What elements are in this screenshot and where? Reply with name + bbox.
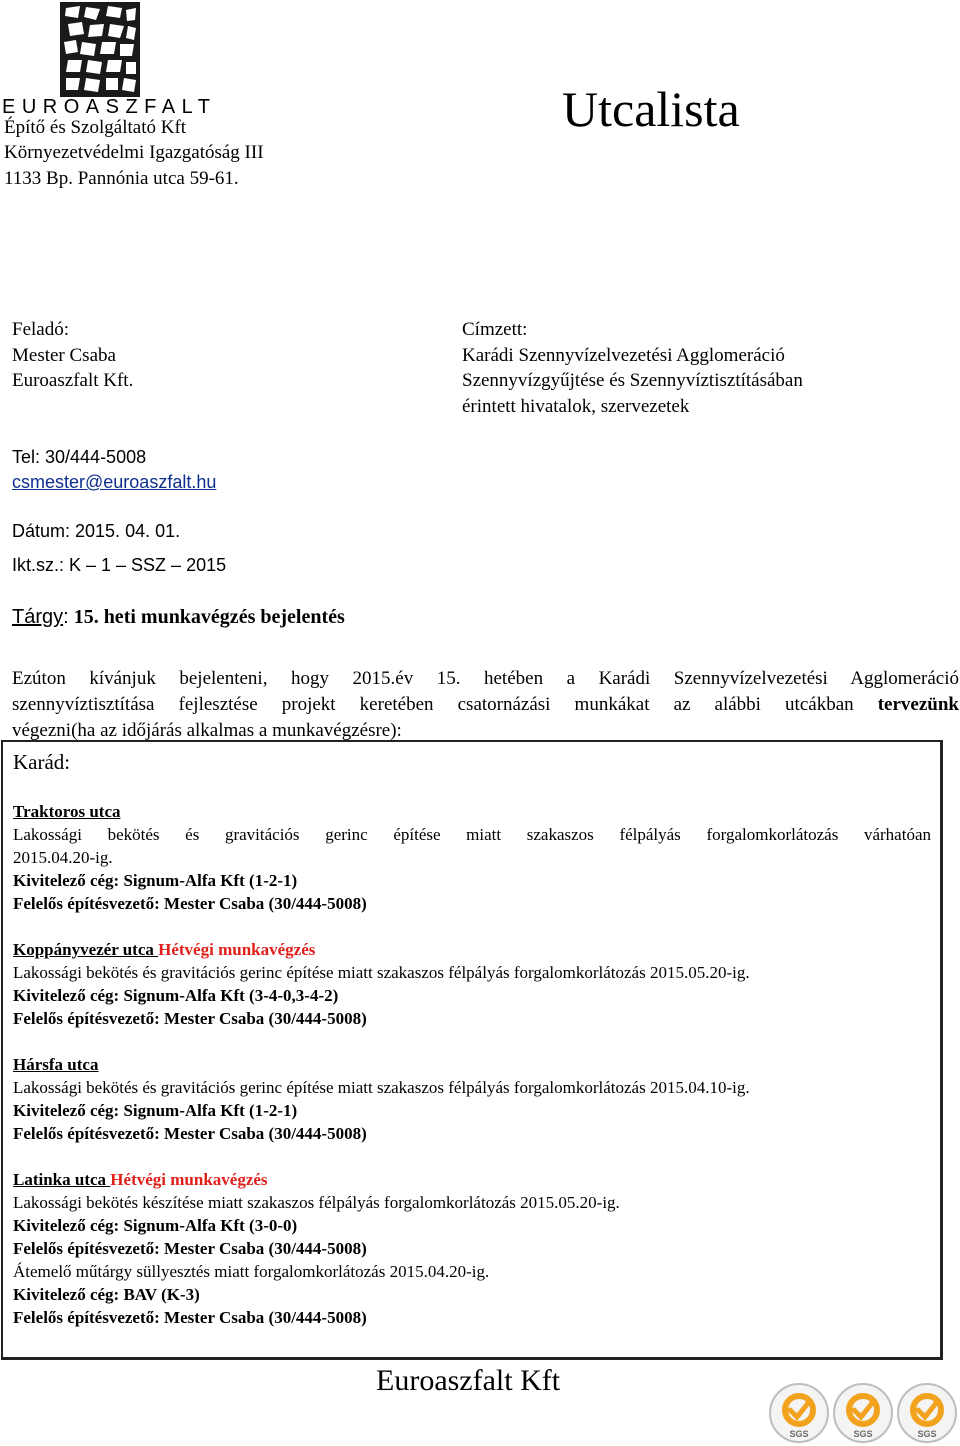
subject-line [12, 606, 345, 629]
street-block-traktoros [13, 800, 931, 915]
cert-badge-2 [834, 1384, 892, 1442]
street-manager: Felelős építésvezető: Mester Csaba (30/444-5008) [13, 1124, 367, 1143]
street-block-koppanyvezer [13, 938, 931, 1030]
footer-company: Euroaszfalt Kft [376, 1364, 561, 1397]
street-contractor: Kivitelező cég: Signum-Alfa Kft (1-2-1) [13, 871, 298, 890]
subject-text: 15. heti munkavégzés bejelentés [68, 606, 345, 628]
recipient-label: Címzett: [462, 319, 528, 340]
street-description: Lakossági bekötés és gravitációs gerinc építése miatt szakaszos félpályás forgalomkorlátozás 2015.04.10-ig. [13, 1078, 750, 1097]
sender-label: Feladó: [12, 319, 69, 340]
intro-line-3: végezni(ha az időjárás alkalmas a munkavégzésre): [12, 720, 402, 741]
street-manager: Felelős építésvezető: Mester Csaba (30/444-5008) [13, 1239, 367, 1258]
street-name: Hársfa utca [13, 1055, 99, 1074]
certification-badges [768, 1382, 958, 1444]
street-extra-manager: Felelős építésvezető: Mester Csaba (30/444-5008) [13, 1308, 367, 1327]
street-manager: Felelős építésvezető: Mester Csaba (30/444-5008) [13, 894, 367, 913]
email-link-text[interactable]: csmester@euroaszfalt.hu [12, 472, 217, 492]
street-heading [13, 938, 931, 961]
street-manager: Felelős építésvezető: Mester Csaba (30/444-5008) [13, 1009, 367, 1028]
street-contractor: Kivitelező cég: Signum-Alfa Kft (3-0-0) [13, 1216, 298, 1235]
place-name: Karád: [13, 750, 71, 774]
org-line-2: Környezetvédelmi Igazgatóság III [4, 142, 264, 163]
svg-text:SGS: SGS [853, 1429, 873, 1439]
street-block-latinka [13, 1168, 931, 1329]
svg-text:SGS: SGS [917, 1429, 937, 1439]
street-block-harsfa [13, 1053, 931, 1145]
street-description: Lakossági bekötés és gravitációs gerinc építése miatt szakaszos félpályás forgalomkorlátozás várhatóan [13, 825, 931, 844]
street-heading [13, 1168, 931, 1191]
org-line-3: 1133 Bp. Pannónia utca 59-61. [4, 168, 239, 189]
subject-colon: : [63, 606, 69, 628]
intro-line-1: Ezúton kívánjuk bejelenteni, hogy 2015.év 15. hetében a Karádi Szennyvízelvezetési Agglomeráció [12, 668, 959, 689]
street-extra-description: Átemelő műtárgy süllyesztés miatt forgalomkorlátozás 2015.04.20-ig. [13, 1262, 490, 1281]
street-description-end: 2015.04.20-ig. [13, 848, 113, 867]
intro-line-2-text: szennyvíztisztítása fejlesztése projekt keretében csatornázási munkákat az alábbi utcákban [12, 694, 878, 715]
cert-badge-3 [898, 1384, 956, 1442]
street-extra-contractor: Kivitelező cég: BAV (K-3) [13, 1285, 200, 1304]
cert-badge-1 [770, 1384, 828, 1442]
recipient-line-1: Karádi Szennyvízelvezetési Agglomeráció [462, 345, 785, 366]
reference-number: Ikt.sz.: K – 1 – SSZ – 2015 [12, 555, 227, 575]
document-date: Dátum: 2015. 04. 01. [12, 521, 181, 541]
phone-number: Tel: 30/444-5008 [12, 447, 147, 467]
weekend-work-note: Hétvégi munkavégzés [110, 1170, 268, 1189]
street-description: Lakossági bekötés és gravitációs gerinc építése miatt szakaszos félpályás forgalomkorlátozás 2015.05.20-ig. [13, 963, 750, 982]
intro-line-2-bold: tervezünk [877, 694, 959, 715]
svg-text:SGS: SGS [789, 1429, 809, 1439]
intro-line-2 [12, 692, 959, 718]
recipient-line-2: Szennyvízgyűjtése és Szennyvíztisztításában [462, 370, 803, 391]
street-name: Koppányvezér utca [13, 940, 159, 959]
intro-paragraph [12, 666, 959, 744]
sender-name: Mester Csaba [12, 345, 116, 366]
weekend-work-note: Hétvégi munkavégzés [158, 940, 316, 959]
street-contractor: Kivitelező cég: Signum-Alfa Kft (3-4-0,3-4-2) [13, 986, 339, 1005]
street-name: Latinka utca [13, 1170, 111, 1189]
recipient-line-3: érintett hivatalok, szervezetek [462, 396, 690, 417]
street-description: Lakossági bekötés készítése miatt szakaszos félpályás forgalomkorlátozás 2015.05.20-ig. [13, 1193, 620, 1212]
document-title: Utcalista [562, 81, 740, 137]
company-name: EUROASZFALT [2, 96, 217, 118]
work-list-box [1, 740, 943, 1360]
company-logo [60, 2, 140, 97]
org-line-1: Építő és Szolgáltató Kft [4, 117, 187, 138]
subject-label: Tárgy [12, 606, 64, 628]
sender-company: Euroaszfalt Kft. [12, 370, 134, 391]
street-name: Traktoros utca [13, 802, 121, 821]
email-link[interactable] [12, 472, 216, 493]
street-contractor: Kivitelező cég: Signum-Alfa Kft (1-2-1) [13, 1101, 298, 1120]
